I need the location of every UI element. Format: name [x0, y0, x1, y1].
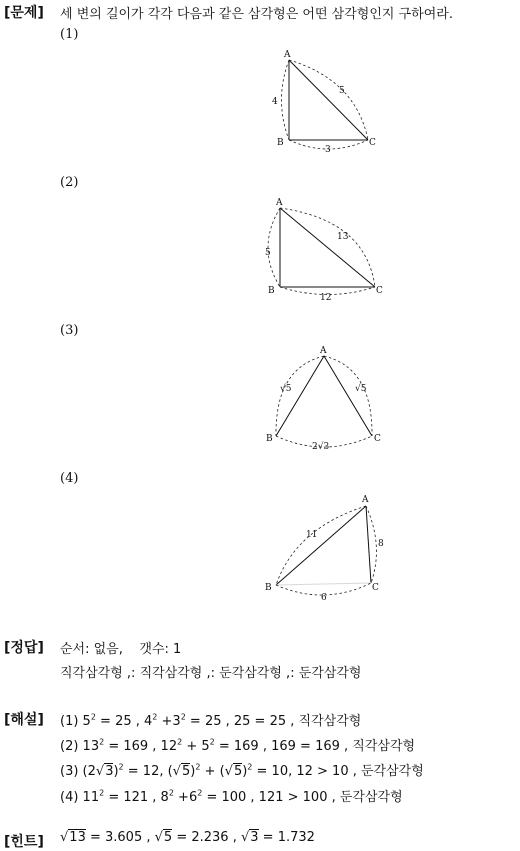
vertex-label-a: A	[320, 346, 327, 356]
side-length-label: √5	[355, 384, 367, 394]
triangle-figure-1	[272, 50, 376, 155]
hint-tag: [힌트]	[4, 834, 44, 850]
triangle-figure-4	[265, 495, 384, 603]
vertex-label-c: C	[374, 434, 381, 444]
vertex-label-a: A	[284, 50, 291, 60]
vertex-label-a: A	[362, 495, 369, 505]
triangle-figure-2	[265, 198, 383, 303]
problem-tag: [문제]	[4, 5, 44, 21]
side-length-label: 6	[321, 593, 327, 603]
answer-text: 직각삼각형 ,: 직각삼각형 ,: 둔각삼각형 ,: 둔각삼각형	[60, 666, 362, 681]
vertex-label-b: B	[277, 138, 284, 148]
side-length-label: 5	[265, 248, 271, 258]
vertex-label-c: C	[372, 583, 379, 593]
item-number: (1)	[60, 27, 79, 42]
side-length-label: 3	[325, 145, 331, 155]
item-number: (3)	[60, 323, 79, 338]
item-number: (2)	[60, 175, 79, 190]
side-ab	[276, 506, 366, 585]
vertex-label-a: A	[276, 198, 283, 208]
arc-ab	[282, 60, 290, 140]
problem-text: 세 변의 길이가 각각 다음과 같은 삼각형은 어떤 삼각형인지 구하여라.	[60, 7, 453, 22]
vertex-label-c: C	[369, 138, 376, 148]
triangle-figure-3	[266, 346, 381, 452]
hint-text: √13 = 3.605 , √5 = 2.236 , √3 = 1.732	[60, 830, 315, 845]
side-bc	[276, 583, 371, 585]
side-length-label: √5	[280, 384, 292, 394]
item-number: (4)	[60, 471, 79, 486]
side-length-label: 4	[272, 97, 278, 107]
side-length-label: 5	[339, 86, 345, 96]
side-ac	[280, 208, 375, 287]
arc-ac	[366, 506, 376, 583]
side-length-label: 2√3	[312, 442, 330, 452]
solution-line-1: (1) $5^2 = 25$ , $4^2 +3^2 = 25$ , 25 = 25 , 직각삼각형	[60, 712, 362, 729]
side-length-label: 12	[320, 293, 332, 303]
solution-tag: [해설]	[4, 712, 44, 728]
vertex-label-b: B	[265, 583, 272, 593]
side-length-label: 11	[306, 530, 318, 540]
solution-line-2: (2) $13^2 = 169$ , $12^2 + 5^2 = 169$ , 169 = 169 , 직각삼각형	[60, 737, 416, 754]
solution-line-3: (3) $(2√3)^2 = 12$, $(√5)^2 + (√5)^2 = 10$, 12 > 10 , 둔각삼각형	[60, 762, 424, 779]
vertex-label-c: C	[376, 286, 383, 296]
side-length-label: 13	[337, 232, 349, 242]
side-length-label: 8	[378, 539, 384, 549]
answer-tag: [정답]	[4, 640, 44, 656]
vertex-label-b: B	[268, 286, 275, 296]
solution-line-4: (4) $11^2 = 121$ , $8^2 +6^2 = 100$ , 121 > 100 , 둔각삼각형	[60, 788, 403, 805]
side-ac	[289, 60, 368, 140]
vertex-label-b: B	[266, 434, 273, 444]
answer-meta: 순서: 없음, 갯수: 1	[60, 642, 182, 657]
